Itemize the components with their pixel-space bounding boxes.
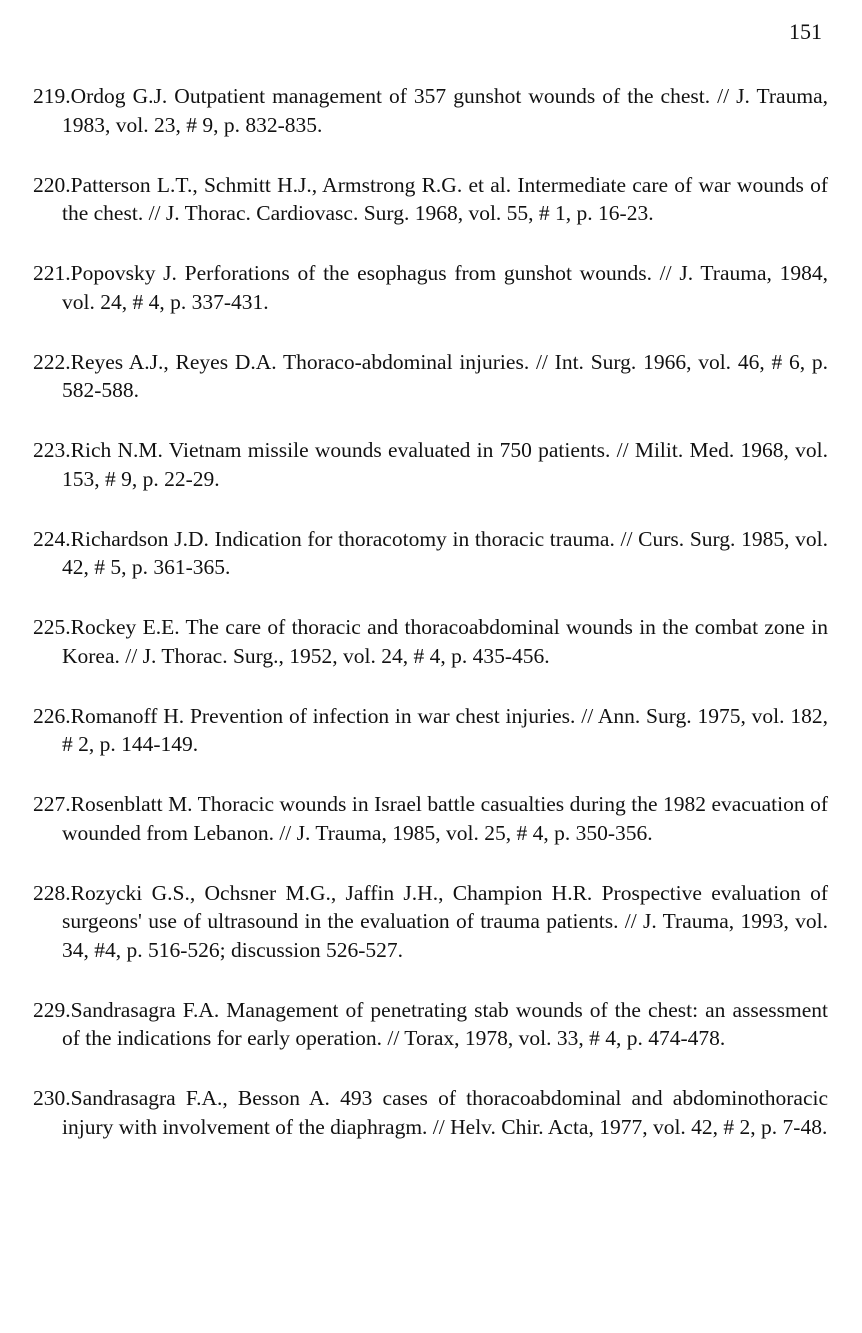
reference-number: 229.	[33, 997, 71, 1022]
reference-text: Romanoff H. Prevention of infection in war chest injuries. // Ann. Surg. 1975, vol. 182, # 2, p. 144-149.	[62, 703, 828, 756]
reference-item	[33, 436, 828, 493]
reference-number: 227.	[33, 792, 71, 816]
reference-text: Richardson J.D. Indication for thoracotomy in thoracic trauma. // Curs. Surg. 1985, vol. 42, # 5, p. 361-365.	[62, 526, 828, 579]
reference-item	[33, 702, 828, 759]
reference-text: Reyes A.J., Reyes D.A. Thoraco-abdominal injuries. // Int. Surg. 1966, vol. 46, # 6, p. 582-588.	[62, 349, 828, 402]
reference-text: Popovsky J. Perforations of the esophagus from gunshot wounds. // J. Trauma, 1984, vol. 24, # 4, p. 337-431.	[62, 261, 828, 314]
reference-number: 222.	[33, 349, 71, 374]
reference-number: 226.	[33, 703, 71, 728]
reference-text: Sandrasagra F.A. Management of penetrating stab wounds of the chest: an assessment of the indications for early operation. // Torax, 1978, vol. 33, # 4, p. 474-478.	[62, 997, 828, 1050]
reference-item	[33, 259, 828, 316]
reference-item	[33, 1084, 828, 1141]
reference-text: Rozycki G.S., Ochsner M.G., Jaffin J.H., Champion H.R. Prospective evaluation of surgeons' use of ultrasound in the evaluation of trauma patients. // J. Trauma, 1993, vol. 34, #4, p. 516-526; discussion 526-527.	[62, 880, 828, 962]
reference-text: Sandrasagra F.A., Besson A. 493 cases of thoracoabdominal and abdominothoracic injury with involvement of the diaphragm. // Helv. Chir. Acta, 1977, vol. 42, # 2, p. 7-48.	[62, 1086, 828, 1139]
reference-number: 223.	[33, 438, 71, 462]
reference-item	[33, 790, 828, 847]
reference-number: 228.	[33, 880, 71, 905]
reference-text: Ordog G.J. Outpatient management of 357 gunshot wounds of the chest. // J. Trauma, 1983, vol. 23, # 9, p. 832-835.	[62, 84, 828, 137]
reference-number: 221.	[33, 261, 71, 285]
reference-item	[33, 525, 828, 582]
reference-text: Rosenblatt M. Thoracic wounds in Israel battle casualties during the 1982 evacuation of wounded from Lebanon. // J. Trauma, 1985, vol. 25, # 4, p. 350-356.	[62, 792, 828, 845]
reference-text: Rich N.M. Vietnam missile wounds evaluated in 750 patients. // Milit. Med. 1968, vol. 153, # 9, p. 22-29.	[62, 438, 828, 491]
reference-number: 230.	[33, 1086, 71, 1110]
reference-item	[33, 879, 828, 965]
reference-text: Patterson L.T., Schmitt H.J., Armstrong R.G. et al. Intermediate care of war wounds of the chest. // J. Thorac. Cardiovasc. Surg. 1968, vol. 55, # 1, p. 16-23.	[62, 172, 828, 225]
reference-item	[33, 171, 828, 228]
reference-item	[33, 82, 828, 139]
reference-item	[33, 348, 828, 405]
reference-item	[33, 996, 828, 1053]
reference-number: 219.	[33, 84, 71, 108]
reference-number: 225.	[33, 615, 71, 639]
page-number: 151	[789, 19, 822, 44]
reference-number: 224.	[33, 526, 71, 551]
reference-number: 220.	[33, 172, 71, 197]
reference-list	[33, 82, 828, 1173]
reference-item	[33, 613, 828, 670]
reference-text: Rockey E.E. The care of thoracic and thoracoabdominal wounds in the combat zone in Korea. // J. Thorac. Surg., 1952, vol. 24, # 4, p. 435-456.	[62, 615, 828, 668]
